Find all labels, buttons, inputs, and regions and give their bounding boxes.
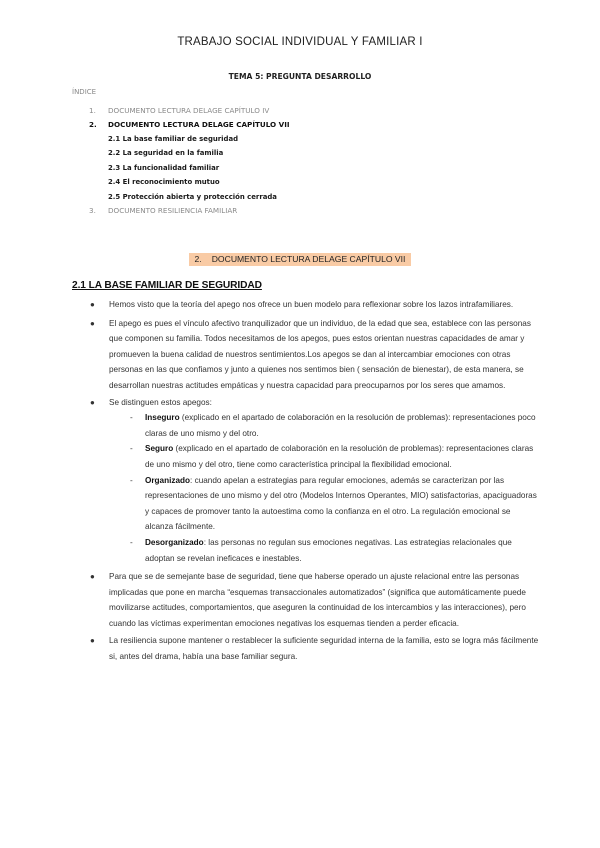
dash-icon: - [130, 475, 133, 485]
apego-desc: (explicado en el apartado de colaboración en la resolución de problemas): representaciones claras de uno mismo y del otro, tiene como característica principal la flexibilidad emocional. [145, 444, 534, 469]
section-heading-wrap [0, 249, 600, 267]
toc-item-number: 1. [89, 106, 96, 115]
table-of-contents [72, 104, 532, 218]
apego-term: Seguro [145, 444, 174, 454]
toc-subitem-2-3: 2.3 La funcionalidad familiar [108, 163, 220, 172]
toc-item-text: DOCUMENTO LECTURA DELAGE CAPÍTULO IV [108, 106, 270, 115]
apego-desc: (explicado en el apartado de colaboración en la resolución de problemas): representaciones poco claras de uno mismo y del otro. [145, 413, 536, 438]
bullet-item [72, 395, 540, 411]
apego-term: Desorganizado [145, 537, 204, 547]
bullet-icon: ● [90, 300, 95, 309]
bullet-icon: ● [90, 397, 95, 407]
toc-item-3 [72, 204, 532, 218]
bullet-item [72, 297, 540, 313]
apego-item-organizado [72, 473, 540, 535]
bullet-item [72, 316, 540, 394]
section-heading-highlight [189, 253, 412, 266]
toc-subitem-2-2: 2.2 La seguridad en la familia [108, 149, 224, 158]
bullet-text: El apego es pues el vínculo afectivo tranquilizador que un individuo, de la edad que sea, establece con las personas que componen su familia. Todos necesitamos de los apegos, pues estos orientan nuestras capacidades de amar y promueven la buena calidad de nuestros sentimientos.Los apegos se dan al intercambiar emociones con otras personas en las que confiamos y junto a quienes nos sentimos bien ( sensación de bienestar), de esta manera, se desarrollan nuestras actitudes empáticas y nuestra capacidad para preocuparnos por los seres que amamos. [109, 318, 531, 390]
apego-item-inseguro [72, 410, 540, 441]
bullet-icon: ● [90, 636, 95, 646]
bullet-text: Hemos visto que la teoría del apego nos ofrece un buen modelo para reflexionar sobre los lazos intrafamiliares. [109, 300, 514, 309]
toc-subitem-2-5: 2.5 Protección abierta y protección cerrada [108, 192, 277, 201]
bullet-text: La resiliencia supone mantener o restablecer la suficiente seguridad interna de la familia, esto se logra más fácilmente si, antes del drama, había una base familiar segura. [109, 636, 539, 662]
apego-desc: : cuando apelan a estrategias para regular emociones, además se caracterizan por las representaciones de uno mismo y del otro (Modelos Internos Operantes, MIO) satisfactorias, apaciguadoras y capaces de promover tanto la autoestima como la confianza en el otro. La regulación emocional se alcanza fácilmente. [145, 475, 537, 532]
bullet-text: Para que se de semejante base de seguridad, tiene que haberse operado un ajuste relacional entre las personas implicadas que pone en marcha “esquemas transaccionales automatizados” (significa que automáticamente puede movilizarse actitudes, comportamientos, que aseguren la continuidad de los intercambios y las interacciones), pero cuando las víctimas experimentan emociones negativas los esquemas tienden a perder eficacia. [109, 572, 526, 628]
subsection-title: 2.1 LA BASE FAMILIAR DE SEGURIDAD [72, 280, 262, 291]
document-title: TRABAJO SOCIAL INDIVIDUAL Y FAMILIAR I [177, 36, 423, 48]
section-number: 2. [194, 254, 202, 264]
indice-label: ÍNDICE [72, 88, 97, 96]
apego-term: Organizado [145, 475, 191, 485]
dash-icon: - [130, 413, 133, 423]
bullet-text: Se distinguen estos apegos: [109, 397, 212, 407]
toc-item-text: DOCUMENTO LECTURA DELAGE CAPÍTULO VII [108, 120, 290, 129]
toc-item-number: 2. [89, 120, 97, 129]
toc-subitem-2-4: 2.4 El reconocimiento mutuo [108, 178, 220, 187]
toc-item-1 [72, 104, 532, 118]
apego-item-desorganizado [72, 535, 540, 566]
body-content [72, 296, 540, 665]
toc-item-number: 3. [89, 205, 96, 215]
apego-desc: : las personas no regulan sus emociones negativas. Las estrategias relacionales que adoptan se revelan ineficaces e inestables. [145, 537, 512, 563]
toc-subitem-2-1: 2.1 La base familiar de seguridad [108, 135, 239, 143]
apego-item-seguro [72, 441, 540, 472]
bullet-item [72, 569, 540, 631]
toc-item-text: DOCUMENTO RESILIENCIA FAMILIAR [108, 205, 238, 215]
bullet-icon: ● [90, 318, 95, 328]
tema-heading: TEMA 5: PREGUNTA DESARROLLO [228, 72, 372, 81]
section-title: DOCUMENTO LECTURA DELAGE CAPÍTULO VII [211, 254, 406, 264]
dash-icon: - [130, 444, 133, 454]
toc-item-2 [72, 118, 532, 132]
apego-term: Inseguro [145, 413, 180, 423]
bullet-icon: ● [90, 572, 95, 582]
dash-icon: - [130, 537, 133, 547]
bullet-item [72, 633, 540, 664]
